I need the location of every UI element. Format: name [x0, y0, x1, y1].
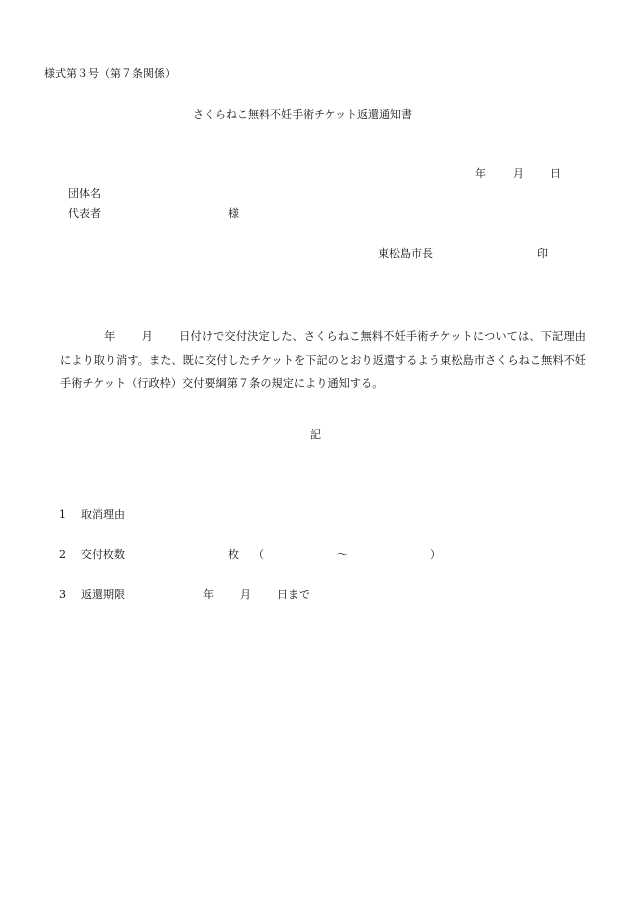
notice-body-paragraph	[60, 325, 586, 396]
ticket-count-unit: 枚	[228, 548, 239, 561]
honorific-sama: 様	[228, 207, 239, 220]
paren-open: （	[253, 548, 264, 561]
deadline-day-label: 日まで	[277, 588, 310, 601]
item-label: 交付枚数	[81, 548, 125, 561]
item-label: 取消理由	[81, 508, 125, 521]
form-number-label: 様式第３号（第７条関係）	[44, 67, 176, 80]
item-number: 3	[59, 588, 66, 601]
deadline-month-label: 月	[240, 588, 251, 601]
organization-name-label: 団体名	[68, 187, 101, 200]
body-text: 日付けで交付決定した、さくらねこ無料不妊手術チケットについては、下記理由により取り消す。また、既に交付したチケットを下記のとおり返還するよう東松島市さくらねこ無料不妊手術チケット（行政枠）交付要綱第７条の規定により通知する。	[60, 330, 586, 390]
seal-mark: 印	[537, 247, 548, 260]
deadline-year-label: 年	[203, 588, 214, 601]
representative-label: 代表者	[68, 207, 101, 220]
range-tilde: ～	[337, 548, 348, 561]
ki-heading: 記	[310, 428, 321, 441]
date-day-label: 日	[550, 167, 561, 180]
item-number: 2	[59, 548, 66, 561]
issuer-name: 東松島市長	[378, 247, 433, 260]
document-title: さくらねこ無料不妊手術チケット返還通知書	[193, 108, 413, 121]
date-year-label: 年	[475, 167, 486, 180]
item-label: 返還期限	[81, 588, 125, 601]
paren-close: ）	[430, 548, 441, 561]
body-date-month: 月	[141, 330, 153, 343]
body-date-year: 年	[104, 330, 116, 343]
item-number: 1	[59, 508, 66, 521]
date-month-label: 月	[513, 167, 524, 180]
